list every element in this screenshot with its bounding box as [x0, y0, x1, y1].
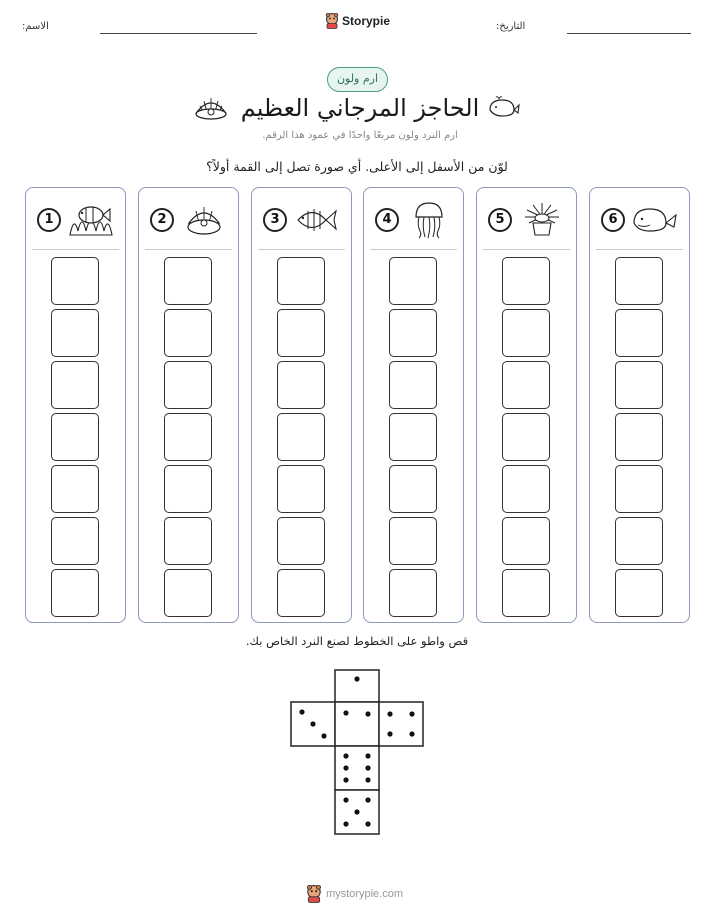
dice-face-2 [335, 702, 379, 746]
dice-pip [409, 711, 414, 716]
color-square[interactable] [164, 569, 212, 617]
column-number: 5 [488, 208, 512, 232]
activity-badge: ارم ولون [327, 67, 388, 92]
column-number: 3 [263, 208, 287, 232]
subtitle: ارم النرد ولون مربعًا واحدًا في عمود هذا الرقم. [262, 130, 458, 141]
color-square[interactable] [502, 569, 550, 617]
cut-instruction: قص واطو على الخطوط لصنع النرد الخاص بك. [245, 634, 469, 648]
column-4 [363, 187, 464, 623]
color-square[interactable] [502, 309, 550, 357]
column-divider [370, 249, 457, 250]
dice-pip [365, 821, 370, 826]
dice-pip [387, 731, 392, 736]
whale-icon [486, 96, 520, 120]
game-instruction: لوّن من الأسفل إلى الأعلى. أي صورة تصل إلى القمة أولاً؟ [206, 159, 508, 174]
dice-pip [343, 753, 348, 758]
color-square[interactable] [615, 413, 663, 461]
color-square[interactable] [389, 257, 437, 305]
dice-pip [354, 676, 359, 681]
color-square[interactable] [277, 517, 325, 565]
dice-pip [310, 721, 315, 726]
color-square[interactable] [277, 361, 325, 409]
dice-pip [365, 797, 370, 802]
color-square[interactable] [615, 465, 663, 513]
color-square[interactable] [389, 465, 437, 513]
column-divider [483, 249, 570, 250]
date-label: التاريخ: [496, 21, 526, 32]
page-title: الحاجز المرجاني العظيم [240, 94, 480, 122]
color-square[interactable] [164, 361, 212, 409]
column-2 [138, 187, 239, 623]
dice-pip [354, 809, 359, 814]
clam-pearl-icon [179, 201, 229, 239]
striped-fish-icon [292, 201, 342, 239]
jellyfish-icon [404, 201, 454, 239]
clownfish-anemone-icon [66, 201, 116, 239]
color-square[interactable] [389, 517, 437, 565]
dice-pip [365, 753, 370, 758]
color-square[interactable] [51, 517, 99, 565]
brand-name: Storypie [342, 14, 391, 28]
dice-pip [321, 733, 326, 738]
footer [306, 885, 403, 903]
dice-face-1 [335, 670, 379, 702]
column-6 [589, 187, 690, 623]
color-square[interactable] [277, 569, 325, 617]
name-field-line[interactable] [100, 33, 257, 34]
color-square[interactable] [615, 257, 663, 305]
color-square[interactable] [615, 361, 663, 409]
column-number: 6 [601, 208, 625, 232]
whale-icon [630, 201, 680, 239]
color-square[interactable] [389, 413, 437, 461]
color-square[interactable] [51, 465, 99, 513]
color-square[interactable] [389, 361, 437, 409]
column-divider [32, 249, 119, 250]
color-square[interactable] [51, 569, 99, 617]
dice-pip [299, 709, 304, 714]
color-square[interactable] [389, 309, 437, 357]
color-square[interactable] [277, 309, 325, 357]
storypie-mascot-icon [306, 885, 322, 903]
color-square[interactable] [277, 257, 325, 305]
color-square[interactable] [502, 465, 550, 513]
color-square[interactable] [277, 413, 325, 461]
dice-face-4 [379, 702, 423, 746]
column-number: 4 [375, 208, 399, 232]
dice-net[interactable] [289, 668, 425, 836]
color-square[interactable] [51, 257, 99, 305]
column-5 [476, 187, 577, 623]
color-square[interactable] [51, 361, 99, 409]
dice-pip [343, 821, 348, 826]
column-1 [25, 187, 126, 623]
color-square[interactable] [277, 465, 325, 513]
color-square[interactable] [615, 569, 663, 617]
dice-pip [343, 765, 348, 770]
name-label: الاسم: [22, 21, 49, 32]
column-number: 1 [37, 208, 61, 232]
color-square[interactable] [164, 309, 212, 357]
color-square[interactable] [502, 361, 550, 409]
color-square[interactable] [502, 517, 550, 565]
color-square[interactable] [164, 465, 212, 513]
dice-pip [387, 711, 392, 716]
color-square[interactable] [389, 569, 437, 617]
column-number: 2 [150, 208, 174, 232]
footer-url[interactable]: mystorypie.com [326, 888, 404, 900]
color-square[interactable] [615, 309, 663, 357]
color-square[interactable] [164, 517, 212, 565]
dice-pip [365, 765, 370, 770]
sea-anemone-icon [517, 201, 567, 239]
color-square[interactable] [502, 413, 550, 461]
column-divider [145, 249, 232, 250]
color-square[interactable] [502, 257, 550, 305]
dice-pip [343, 797, 348, 802]
dice-pip [343, 777, 348, 782]
column-divider [258, 249, 345, 250]
dice-pip [365, 777, 370, 782]
column-3 [251, 187, 352, 623]
color-square[interactable] [164, 413, 212, 461]
color-square[interactable] [51, 309, 99, 357]
storypie-mascot-icon [325, 13, 339, 29]
color-square[interactable] [164, 257, 212, 305]
brand-logo [325, 13, 390, 29]
color-square[interactable] [615, 517, 663, 565]
dice-pip [343, 710, 348, 715]
dice-pip [409, 731, 414, 736]
dice-face-6 [335, 746, 379, 790]
date-field-line[interactable] [567, 33, 691, 34]
column-divider [596, 249, 683, 250]
color-square[interactable] [51, 413, 99, 461]
dice-pip [365, 711, 370, 716]
